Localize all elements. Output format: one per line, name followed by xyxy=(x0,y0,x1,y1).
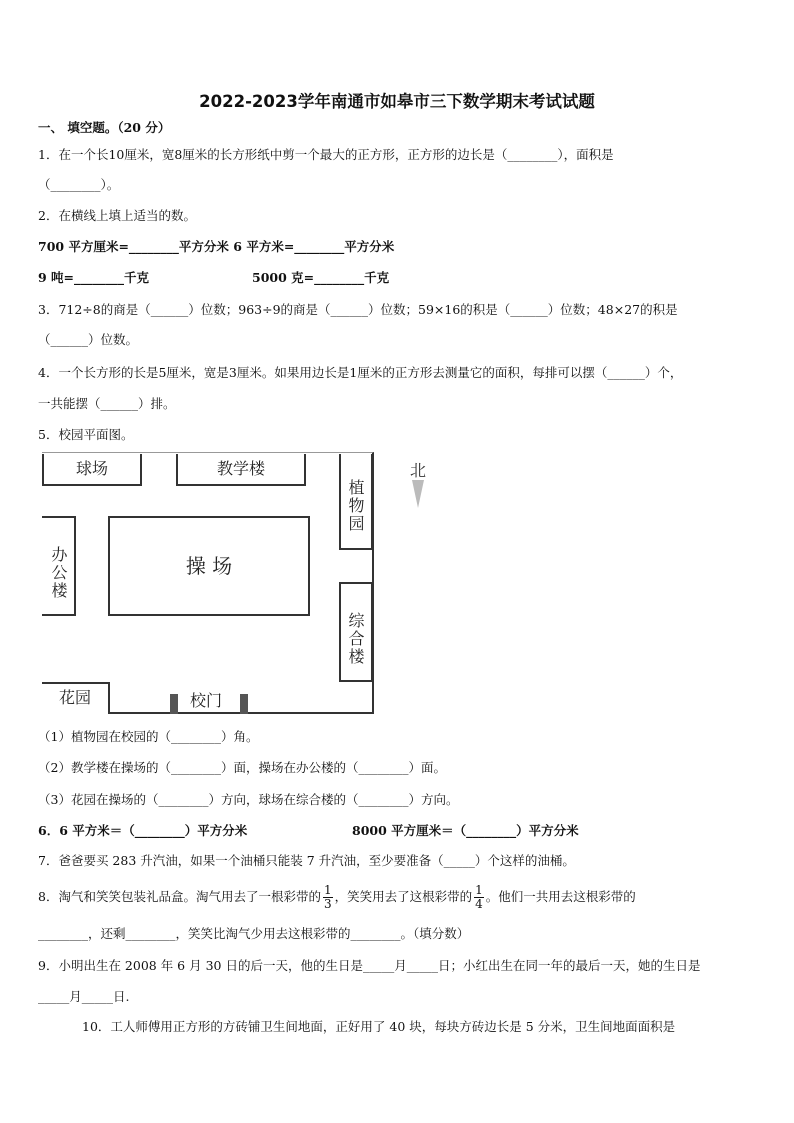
label-main-field: 操 场 xyxy=(185,554,233,578)
north-arrow-icon xyxy=(412,480,424,508)
gate-post-left xyxy=(170,694,178,714)
q4-line2: 一共能摆（______）排。 xyxy=(38,396,176,411)
label-garden: 花园 xyxy=(58,688,91,707)
frac2-denominator: 4 xyxy=(475,897,483,911)
label-teaching-building: 教学楼 xyxy=(216,459,265,478)
q2-stem: 2．在横线上填上适当的数。 xyxy=(38,208,196,223)
q9-line2: _____月_____日. xyxy=(38,989,130,1004)
q8-line2: ________，还剩________，笑笑比淘气少用去这根彩带的________。（填分数） xyxy=(38,926,470,941)
map-sports-court xyxy=(42,454,142,486)
q2-row2a: 9 吨=________千克 xyxy=(38,270,150,285)
north-label: 北 xyxy=(410,461,427,480)
label-complex-building: 综合楼 xyxy=(346,612,365,666)
q1-line2: （________）。 xyxy=(38,177,120,192)
q5-sub3: （3）花园在操场的（________）方向，球场在综合楼的（________）方向。 xyxy=(38,792,459,807)
gate-post-right xyxy=(240,694,248,714)
frac2-numerator: 1 xyxy=(475,883,483,897)
q6-b: 8000 平方厘米＝（________）平方分米 xyxy=(352,823,579,838)
map-complex-building xyxy=(339,582,373,682)
q8-line1 xyxy=(38,882,636,912)
q2-row2b: 5000 克=________千克 xyxy=(252,270,390,285)
section-heading: 一、 填空题。（20 分） xyxy=(38,120,171,135)
q8-part3: 。他们一共用去这根彩带的 xyxy=(485,889,636,904)
frac1-denominator: 3 xyxy=(323,897,332,911)
q5-sub1: （1）植物园在校园的（________）角。 xyxy=(38,729,259,744)
map-garden xyxy=(42,682,110,714)
label-office-building: 办公楼 xyxy=(49,546,68,600)
fraction-one-third xyxy=(323,884,333,911)
frac1-numerator: 1 xyxy=(323,883,332,897)
label-school-gate: 校门 xyxy=(188,688,224,711)
q6-a: 6．6 平方米＝（________）平方分米 xyxy=(38,823,248,838)
label-botanical-garden: 植物园 xyxy=(346,479,365,533)
map-teaching-building xyxy=(176,454,306,486)
q5-sub2: （2）教学楼在操场的（________）面，操场在办公楼的（________）面。 xyxy=(38,760,446,775)
q10: 10．工人师傅用正方形的方砖铺卫生间地面，正好用了 40 块，每块方砖边长是 5 分米，卫生间地面面积是 xyxy=(82,1019,676,1034)
campus-map xyxy=(38,452,432,720)
map-office-building xyxy=(42,516,76,616)
q1-line1: 1．在一个长10厘米，宽8厘米的长方形纸中剪一个最大的正方形，正方形的边长是（________），面积是 xyxy=(38,147,614,162)
q8-part1: 8．淘气和笑笑包装礼品盒。淘气用去了一根彩带的 xyxy=(38,889,321,904)
q5-stem: 5．校园平面图。 xyxy=(38,427,134,442)
page-title: 2022-2023学年南通市如皋市三下数学期末考试试题 xyxy=(199,92,595,111)
q7: 7．爸爸要买 283 升汽油，如果一个油桶只能装 7 升汽油，至少要准备（_____）个这样的油桶。 xyxy=(38,853,575,868)
q4-line1: 4．一个长方形的长是5厘米，宽是3厘米。如果用边长是1厘米的正方形去测量它的面积，每排可以摆（______）个， xyxy=(38,365,683,380)
q3-line2: （______）位数。 xyxy=(38,332,139,347)
map-botanical-garden xyxy=(339,454,373,550)
q9-line1: 9．小明出生在 2008 年 6 月 30 日的后一天，他的生日是_____月_____日；小红出生在同一年的最后一天，她的生日是 xyxy=(38,958,701,973)
fraction-one-quarter xyxy=(474,884,484,911)
q8-part2: ，笑笑用去了这根彩带的 xyxy=(334,889,473,904)
label-sports-court: 球场 xyxy=(75,459,108,478)
q3-line1: 3．712÷8的商是（______）位数；963÷9的商是（______）位数；59×16的积是（______）位数；48×27的积是 xyxy=(38,302,678,317)
q2-row1: 700 平方厘米=________平方分米 6 平方米=________平方分米 xyxy=(38,239,395,254)
map-main-field xyxy=(108,516,310,616)
